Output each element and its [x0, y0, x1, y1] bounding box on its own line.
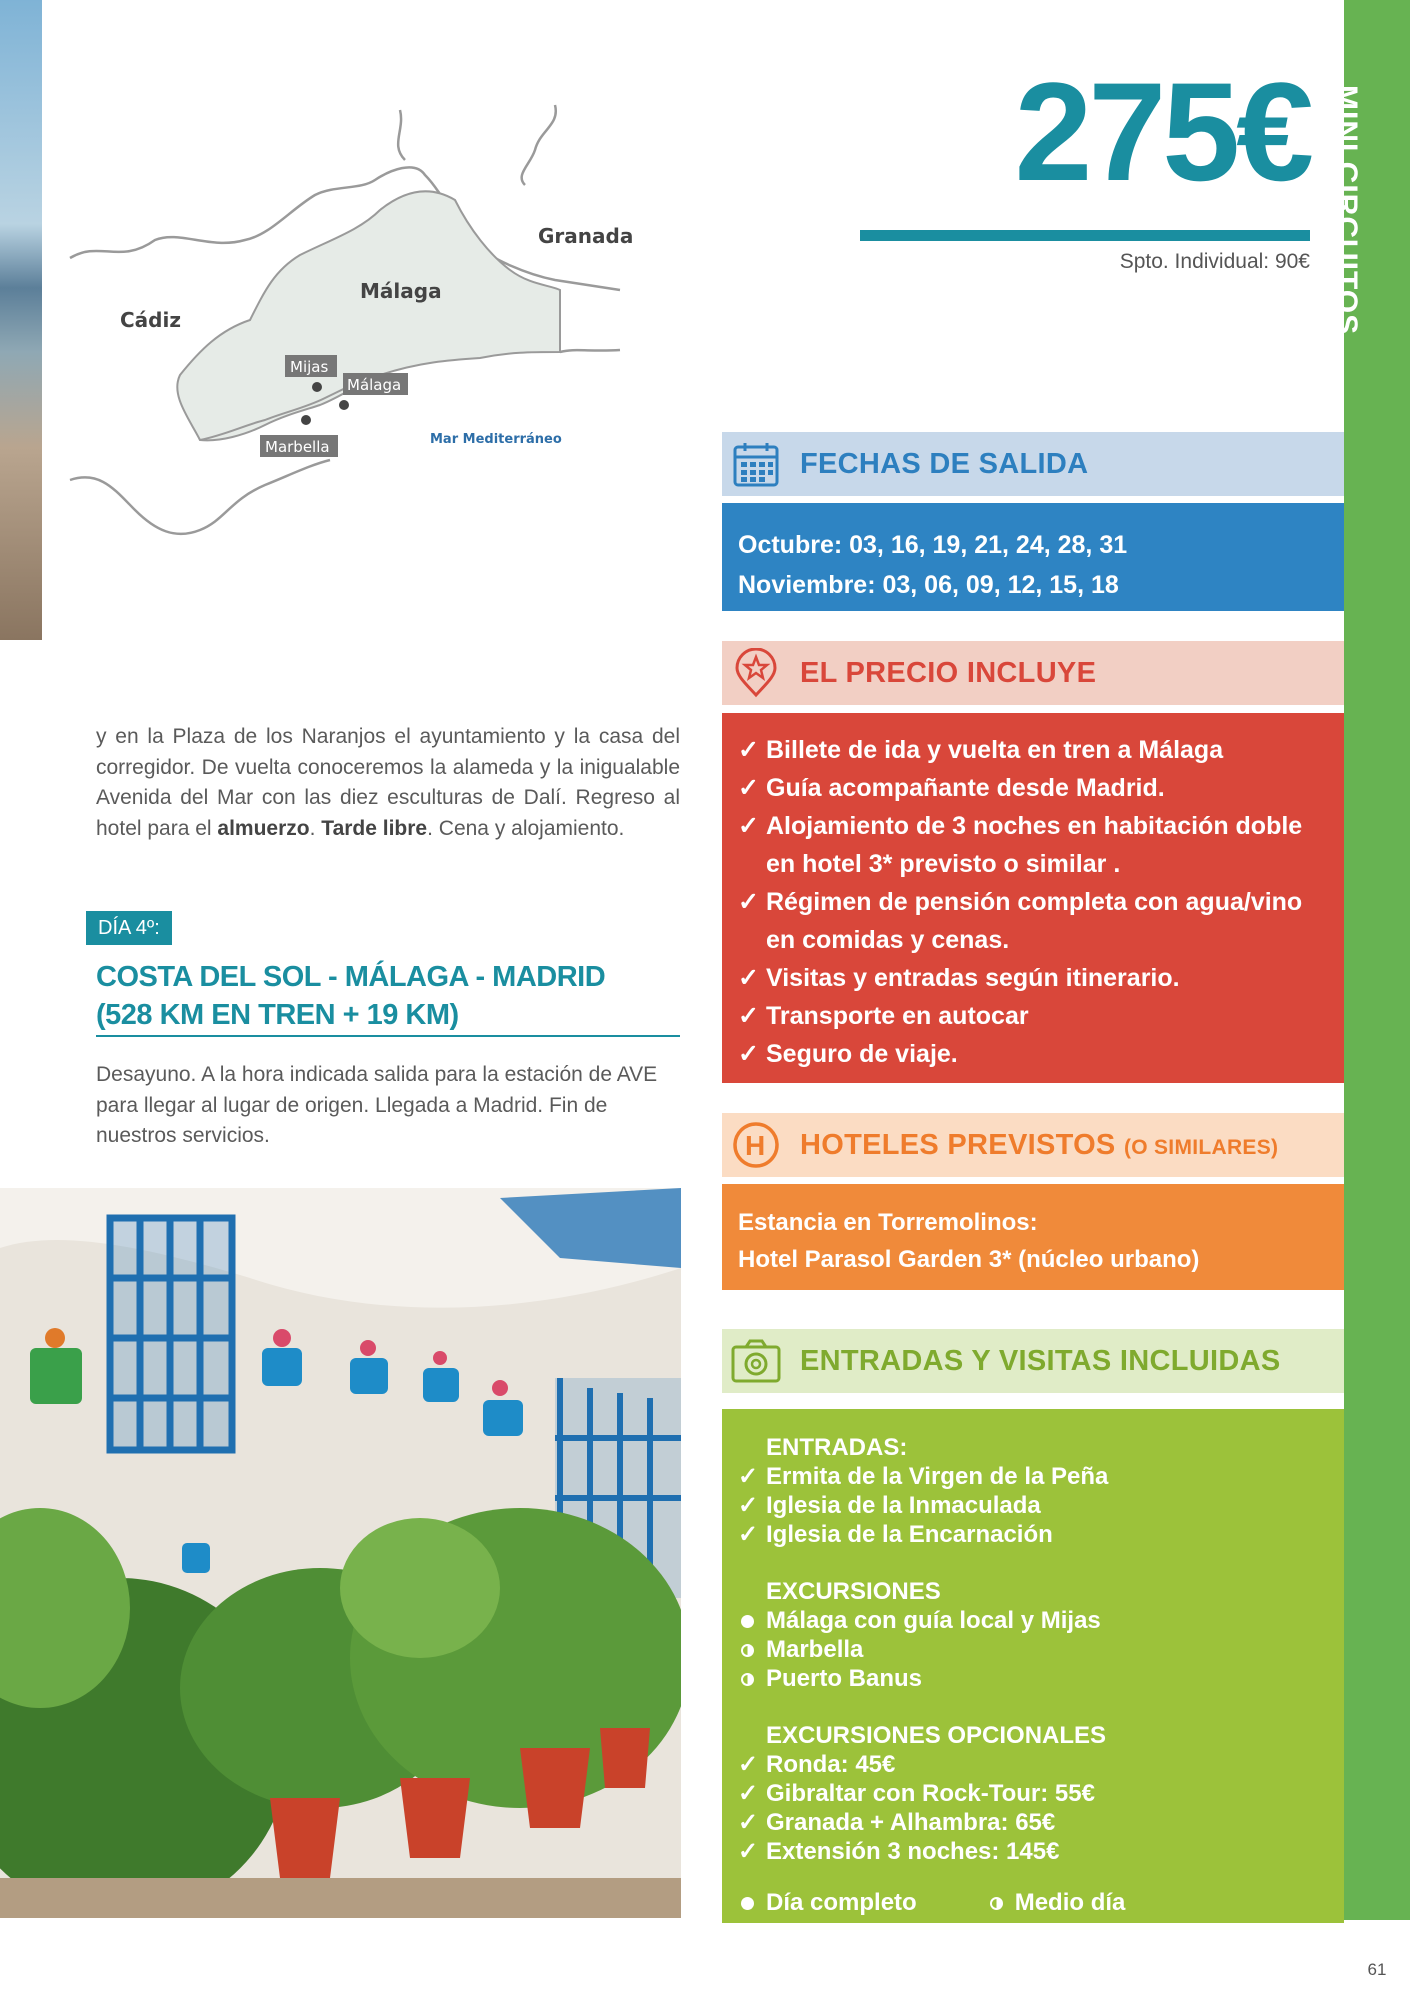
- street-flowers-photo: [0, 1188, 681, 1918]
- precio-title: EL PRECIO INCLUYE: [800, 656, 1097, 689]
- opcionales-group-title: EXCURSIONES OPCIONALES: [766, 1722, 1107, 1749]
- check-icon: ✓: [738, 1002, 759, 1030]
- entradas-item: ✓ Iglesia de la Encarnación: [738, 1521, 1053, 1548]
- check-icon: ✓: [738, 1463, 759, 1490]
- check-icon: ✓: [738, 1809, 759, 1836]
- map-city-malaga: Málaga: [347, 376, 402, 394]
- fechas-title: FECHAS DE SALIDA: [800, 447, 1089, 480]
- precio-item: ✓ Régimen de pensión completa con agua/vino en comidas y cenas.: [738, 883, 1328, 959]
- day-title-line: COSTA DEL SOL - MÁLAGA - MADRID: [96, 961, 606, 993]
- opcional-item: ✓ Gibraltar con Rock-Tour: 55€: [738, 1780, 1095, 1807]
- entradas-header: [722, 1329, 1344, 1393]
- half-day-icon: [990, 1897, 1003, 1910]
- hoteles-title: [800, 1129, 1278, 1162]
- check-icon: ✓: [738, 1521, 759, 1548]
- calendar-icon: [730, 438, 782, 490]
- precio-header: [722, 641, 1344, 705]
- single-supplement: Spto. Individual: 90€: [1119, 250, 1310, 273]
- price-amount: 275€: [1014, 53, 1310, 210]
- map-outline-lower: [70, 460, 330, 534]
- hoteles-header: [722, 1113, 1344, 1177]
- fechas-header: [722, 432, 1344, 496]
- section-side-label: [1330, 85, 1410, 385]
- map-city-marbella: Marbella: [265, 438, 330, 456]
- check-icon: ✓: [738, 812, 759, 840]
- hoteles-title-small: (O SIMILARES): [1123, 1135, 1279, 1159]
- hoteles-box: [722, 1184, 1344, 1290]
- check-icon: ✓: [738, 888, 759, 916]
- hoteles-line: Hotel Parasol Garden 3* (núcleo urbano): [738, 1246, 1200, 1273]
- map-label-granada: Granada: [538, 224, 634, 248]
- legend-half-day: Medio día: [987, 1888, 1126, 1917]
- precio-item: ✓ Seguro de viaje.: [738, 1035, 1328, 1073]
- blue-window-left: [108, 1218, 233, 1450]
- check-icon: ✓: [738, 736, 759, 764]
- region-map: [60, 90, 640, 550]
- day-tag: DÍA 4º:: [86, 911, 172, 945]
- check-icon: ✓: [738, 1780, 759, 1807]
- fechas-box: [722, 503, 1344, 611]
- city-dot-malaga: [339, 400, 349, 410]
- day-title-line: (528 KM EN TREN + 19 KM): [96, 999, 459, 1031]
- day-title-rule: [96, 1035, 680, 1037]
- svg-text:H: H: [745, 1130, 766, 1161]
- entradas-item: ✓ Ermita de la Virgen de la Peña: [738, 1463, 1109, 1490]
- city-dot-marbella: [301, 415, 311, 425]
- full-day-icon: [741, 1615, 754, 1628]
- opcional-item: ✓ Extensión 3 noches: 145€: [738, 1838, 1060, 1865]
- hoteles-title-main: HOTELES PREVISTOS: [800, 1128, 1116, 1161]
- excursiones-group-title: EXCURSIONES: [766, 1578, 941, 1605]
- itinerary-paragraph: Desayuno. A la hora indicada salida para la estación de AVE para llegar al lugar de origen. Llegada a Madrid. Fin de nuestros servicios.: [96, 1063, 658, 1147]
- hotel-h-icon: [730, 1119, 782, 1171]
- check-icon: ✓: [738, 1492, 759, 1519]
- itinerary-paragraph: y en la Plaza de los Naranjos el ayuntamiento y la casa del corregidor. De vuelta conoceremos la alameda y la inigualable Avenida del Mar con las diez esculturas de Dalí. Regreso al hotel para el almuerzo. Tarde libre. Cena y alojamiento.: [96, 725, 680, 840]
- entradas-group-title: ENTRADAS:: [766, 1434, 908, 1461]
- precio-box: [722, 713, 1344, 1083]
- check-icon: ✓: [738, 1751, 759, 1778]
- map-label-malaga-region: Málaga: [360, 279, 442, 303]
- excursion-item: Marbella: [738, 1635, 1328, 1664]
- excursion-legend: [738, 1888, 1328, 1917]
- precio-item: ✓ Billete de ida y vuelta en tren a Málaga: [738, 731, 1328, 769]
- half-day-icon: [741, 1644, 754, 1657]
- half-day-icon: [741, 1673, 754, 1686]
- section-side-label-text: MINI CIRCUITOS: [1330, 85, 1363, 336]
- check-icon: ✓: [738, 1838, 759, 1865]
- price-underline: [860, 230, 1310, 241]
- precio-item: ✓ Guía acompañante desde Madrid.: [738, 769, 1328, 807]
- fechas-line: Noviembre: 03, 06, 09, 12, 15, 18: [738, 571, 1119, 599]
- entradas-box: [722, 1409, 1344, 1923]
- camera-icon: [730, 1335, 782, 1387]
- legend-full-day: Día completo: [738, 1888, 917, 1917]
- entradas-item: ✓ Iglesia de la Inmaculada: [738, 1492, 1041, 1519]
- map-sea-label: Mar Mediterráneo: [430, 432, 562, 447]
- precio-item: ✓ Transporte en autocar: [738, 997, 1328, 1035]
- hoteles-line: Estancia en Torremolinos:: [738, 1209, 1038, 1236]
- fechas-line: Octubre: 03, 16, 19, 21, 24, 28, 31: [738, 531, 1128, 559]
- map-city-mijas: Mijas: [290, 358, 329, 376]
- check-icon: ✓: [738, 774, 759, 802]
- entradas-title: ENTRADAS Y VISITAS INCLUIDAS: [800, 1344, 1281, 1377]
- check-icon: ✓: [738, 1040, 759, 1068]
- map-label-cadiz: Cádiz: [120, 308, 181, 332]
- opcional-item: ✓ Granada + Alhambra: 65€: [738, 1809, 1056, 1836]
- full-day-icon: [741, 1897, 754, 1910]
- page-number: 61: [1367, 1960, 1387, 1979]
- city-dot-mijas: [312, 382, 322, 392]
- precio-item: ✓ Alojamiento de 3 noches en habitación doble en hotel 3* previsto o similar .: [738, 807, 1328, 883]
- beach-photo-strip: [0, 0, 42, 640]
- excursion-item: Málaga con guía local y Mijas: [738, 1606, 1328, 1635]
- day-title: [96, 958, 680, 1034]
- opcional-item: ✓ Ronda: 45€: [738, 1751, 896, 1778]
- excursion-item: Puerto Banus: [738, 1664, 1328, 1693]
- star-badge-icon: [730, 647, 782, 699]
- precio-item: ✓ Visitas y entradas según itinerario.: [738, 959, 1328, 997]
- check-icon: ✓: [738, 964, 759, 992]
- malaga-province: [177, 191, 560, 440]
